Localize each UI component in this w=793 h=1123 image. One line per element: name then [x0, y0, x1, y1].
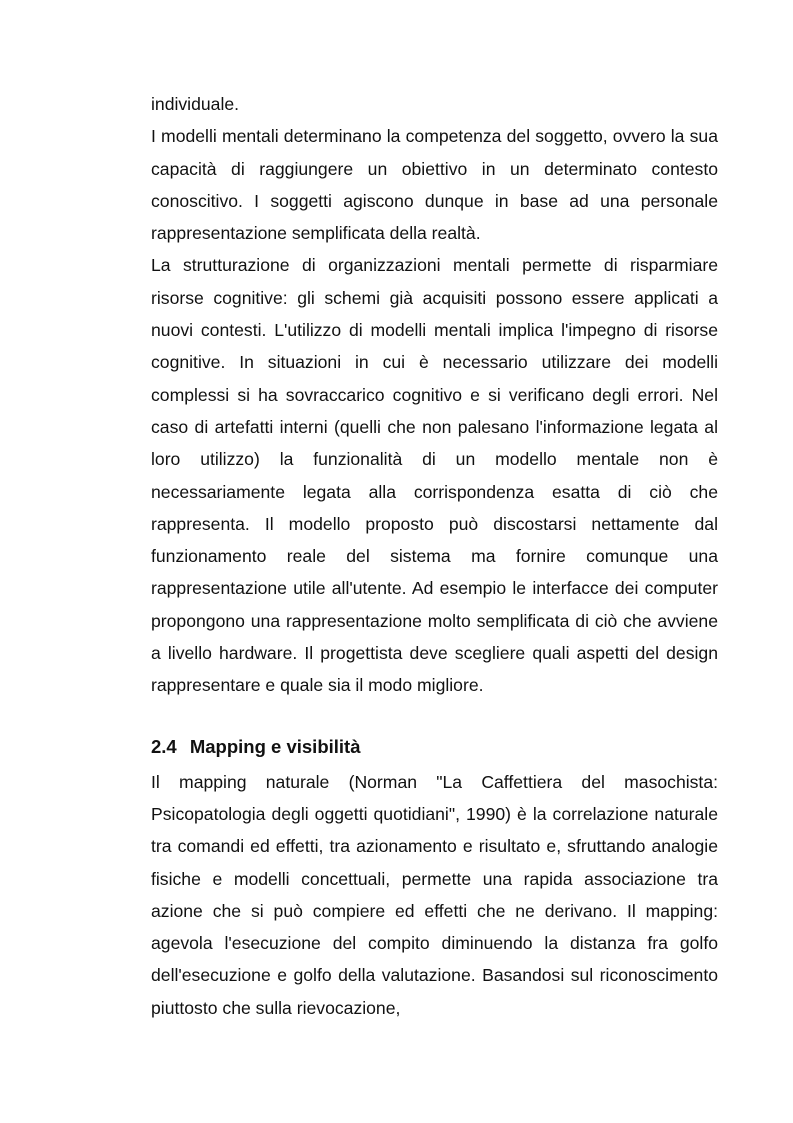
section-heading	[151, 732, 718, 762]
section-title: Mapping e visibilità	[189, 735, 361, 757]
paragraph-continuation: individuale.	[151, 94, 240, 114]
paragraph-mental-organization: La strutturazione di organizzazioni mentali permette di risparmiare risorse cognitive: gli schemi già acquisiti possono essere applicati a nuovi contesti. L'utilizzo di modelli mentali implica l'impegno di risorse cognitive. In situazioni in cui è necessario utilizzare dei modelli complessi si ha sovraccarico cognitivo e si verificano degli errori. Nel caso di artefatti interni (quelli che non palesano l'informazione legata al loro utilizzo) la funzionalità di un modello mentale non è necessariamente legata alla corrispondenza esatta di ciò che rappresenta. Il modello proposto può discostarsi nettamente dal funzionamento reale del sistema ma fornire comunque una rappresentazione utile all'utente. Ad esempio le interfacce dei computer propongono una rappresentazione molto semplificata di ciò che avviene a livello hardware. Il progettista deve scegliere quali aspetti del design rappresentare e quale sia il modo migliore.	[151, 255, 718, 696]
paragraph-mental-models-competence: I modelli mentali determinano la competenza del soggetto, ovvero la sua capacità di raggiungere un obiettivo in un determinato contesto conoscitivo. I soggetti agiscono dunque in base ad una personale rappresentazione semplificata della realtà.	[151, 126, 718, 244]
paragraph-natural-mapping: Il mapping naturale (Norman "La Caffettiera del masochista: Psicopatologia degli oggetti quotidiani", 1990) è la correlazione naturale tra comandi ed effetti, tra azionamento e risultato e, sfruttando analogie fisiche e modelli concettuali, permette una rapida associazione tra azione che si può compiere ed effetti che ne derivano. Il mapping: agevola l'esecuzione del compito diminuendo la distanza fra golfo dell'esecuzione e golfo della valutazione. Basandosi sul riconoscimento piuttosto che sulla rievocazione,	[151, 771, 718, 1018]
section-number: 2.4	[151, 735, 177, 757]
document-page	[151, 88, 718, 1024]
